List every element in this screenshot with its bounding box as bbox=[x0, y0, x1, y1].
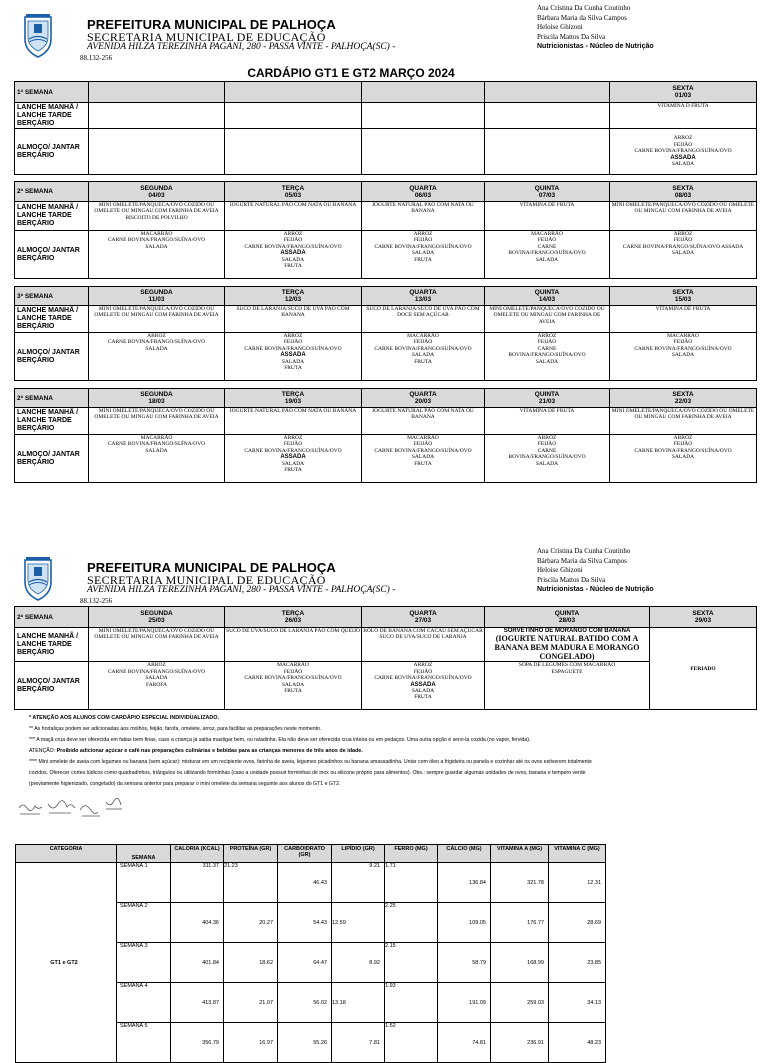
menu-cell: ARROZ FEIJÃO CARNE BOVINA/FRANGO/SUÍNA/OVO SALADA bbox=[485, 435, 610, 483]
menu-cell: ARROZ CARNE BOVINA/FRANGO/SUÍNA/OVO SALADA FAROFA bbox=[89, 662, 225, 710]
day-header: QUARTA 06/03 bbox=[362, 182, 485, 202]
col-header: PROTEÍNA (GR) bbox=[224, 845, 278, 863]
menu-cell: SUCO DE UVA/SUCO DE LARANJA PÃO COM QUEIJO bbox=[225, 628, 362, 662]
address: AVENIDA HILZA TEREZINHA PAGANI, 280 - PASSA VINTE - PALHOÇA(SC) - bbox=[87, 585, 396, 595]
value-cell: 34.13 bbox=[549, 983, 606, 1023]
value-cell: 401.84 bbox=[171, 943, 224, 983]
value-cell: 9.21 bbox=[332, 863, 385, 903]
nutritionist-name: Ana Cristina Da Cunha Coutinho bbox=[537, 4, 631, 12]
col-header: VITAMINA C (MG) bbox=[549, 845, 606, 863]
menu-cell: ARROZ CARNE BOVINA/FRANGO/SUÍNA/OVO SALADA bbox=[89, 333, 225, 381]
signatures-image bbox=[16, 798, 128, 820]
lanche-label: LANCHE MANHÃ / LANCHE TARDE BERÇÁRIO bbox=[15, 202, 89, 231]
value-cell: 13.18 bbox=[332, 983, 385, 1023]
day-header: SEXTA 01/03 bbox=[610, 82, 757, 103]
week-label: 2ª SEMANA bbox=[15, 607, 89, 628]
menu-cell: MACARRÃO FEIJÃO CARNE BOVINA/FRANGO/SUÍNA/OVO SALADA FRUTA bbox=[225, 662, 362, 710]
org-name: PREFEITURA MUNICIPAL DE PALHOÇA bbox=[87, 560, 336, 575]
day-header: TERÇA 05/03 bbox=[225, 182, 362, 202]
menu-cell: SOPA DE LEGUMES COM MACARRÃO ESPAGUETE bbox=[485, 662, 650, 710]
menu-cell: MINI OMELETE/PANQUECA/OVO COZIDO OU OMELETE OU MINGAU COM FARINHA DE AVEIA bbox=[89, 408, 225, 435]
note-line: *** A maçã crua deve ser oferecida em fatias bem finas, caso a criança já saiba mastigar bem, ou raladinha. Ela não deve ser oferecida crua inteira ou em pedaços. Uma outra opção é servi-la cozida (no vapor, fervida). bbox=[29, 737, 531, 743]
table-row bbox=[16, 863, 606, 903]
lanche-label: LANCHE MANHÃ / LANCHE TARDE BERÇÁRIO bbox=[15, 408, 89, 435]
lanche-label: LANCHE MANHÃ / LANCHE TARDE BERÇÁRIO bbox=[15, 628, 89, 662]
col-header: SEMANA bbox=[117, 845, 171, 863]
category-cell: GT1 e GT2 bbox=[16, 863, 117, 1063]
nutrition-table bbox=[15, 844, 606, 1063]
value-cell: 1.71 bbox=[385, 863, 438, 903]
value-cell: 46.43 bbox=[278, 863, 332, 903]
menu-cell: ARROZ FEIJÃO CARNE BOVINA/FRANGO/SUÍNA/OVO SALADA bbox=[610, 435, 757, 483]
value-cell: 176.77 bbox=[491, 903, 549, 943]
menu-cell: IOGURTE NATURAL PÃO COM NATA OU BANANA bbox=[225, 202, 362, 231]
value-cell: 1.52 bbox=[385, 1023, 438, 1063]
week2-table bbox=[14, 181, 757, 279]
menu-cell: IOGURTE NATURAL PÃO COM NATA OU BANANA bbox=[225, 408, 362, 435]
week-cell: SEMANA 1 bbox=[117, 863, 171, 903]
col-header: VITAMINA A (MG) bbox=[491, 845, 549, 863]
nutritionist-name: Bárbara Maria da Silva Campos bbox=[537, 556, 627, 565]
nutritionist-role: Nutricionistas - Núcleo de Nutrição bbox=[537, 586, 654, 593]
menu-cell: MINI OMELETE/PANQUECA/OVO COZIDO OU OMELETE OU MINGAU COM FARINHA DE AVEIA bbox=[89, 628, 225, 662]
menu-cell: VITAMINA DE FRUTA bbox=[485, 202, 610, 231]
value-cell: 2.15 bbox=[385, 943, 438, 983]
menu-cell: VITAMINA DE FRUTA bbox=[610, 306, 757, 333]
value-cell: 236.91 bbox=[491, 1023, 549, 1063]
nutritionist-name: Priscila Mattos Da Silva bbox=[537, 32, 606, 41]
dept-name: SECRETARIA MUNICIPAL DE EDUCAÇÃO bbox=[87, 573, 326, 587]
note-line: ATENÇÃO: Proibido adicionar açúcar e café nas preparações culinárias e bebidas para as crianças menores de três anos de idade. bbox=[29, 748, 363, 754]
col-header: FERRO (MG) bbox=[385, 845, 438, 863]
value-cell: 64.47 bbox=[278, 943, 332, 983]
value-cell: 12.59 bbox=[332, 903, 385, 943]
day-header: QUARTA 13/03 bbox=[362, 287, 485, 306]
almoco-label: ALMOÇO/ JANTAR BERÇÁRIO bbox=[15, 333, 89, 381]
menu-cell: MINI OMELETE/PANQUECA/OVO COZIDO OU OMELETE OU MINGAU COM FARINHA DE AVEIA bbox=[89, 306, 225, 333]
menu-cell: MACARRÃO CARNE BOVINA/FRANGO/SUÍNA/OVO SALADA bbox=[89, 231, 225, 279]
menu-cell: VITAMINA DE FRUTA bbox=[485, 408, 610, 435]
menu-cell: MINI OMELETE/PANQUECA/OVO COZIDO OU OMELETE OU MINGAU COM FARINHA DE AVEIA BISCOITO DE POLVILHO bbox=[89, 202, 225, 231]
col-header: CARBOIDRATO (GR) bbox=[278, 845, 332, 863]
value-cell: 8.92 bbox=[332, 943, 385, 983]
almoco-label: ALMOÇO/ JANTAR BERÇÁRIO bbox=[15, 231, 89, 279]
value-cell: 23.85 bbox=[549, 943, 606, 983]
value-cell: 168.99 bbox=[491, 943, 549, 983]
menu-cell: MACARRÃO FEIJÃO CARNE BOVINA/FRANGO/SUÍNA/OVO SALADA FRUTA bbox=[362, 435, 485, 483]
lanche-label: LANCHE MANHÃ / LANCHE TARDE BERÇÁRIO bbox=[15, 103, 89, 129]
day-header: QUINTA 07/03 bbox=[485, 182, 610, 202]
value-cell: 54.43 bbox=[278, 903, 332, 943]
day-header: SEXTA 15/03 bbox=[610, 287, 757, 306]
dept-name: SECRETARIA MUNICIPAL DE EDUCAÇÃO bbox=[87, 30, 326, 44]
value-cell: 321.78 bbox=[491, 863, 549, 903]
address: AVENIDA HILZA TEREZINHA PAGANI, 280 - PASSA VINTE - PALHOÇA(SC) - bbox=[87, 42, 396, 52]
menu-cell: MACARRÃO FEIJÃO CARNE BOVINA/FRANGO/SUÍNA/OVO SALADA bbox=[610, 333, 757, 381]
day-header: QUINTA 28/03 bbox=[485, 607, 650, 628]
day-header: TERÇA 19/03 bbox=[225, 389, 362, 408]
value-cell: 404.36 bbox=[171, 903, 224, 943]
value-cell: 136.84 bbox=[438, 863, 491, 903]
menu-title: CARDÁPIO GT1 E GT2 MARÇO 2024 bbox=[247, 66, 455, 80]
day-header: SEXTA 08/03 bbox=[610, 182, 757, 202]
menu-cell: MACARRÃO FEIJÃO CARNE BOVINA/FRANGO/SUÍNA/OVO SALADA bbox=[485, 231, 610, 279]
cep: 88.132-256 bbox=[80, 597, 113, 605]
palhoca-crest-logo bbox=[23, 556, 53, 602]
value-cell: 58.79 bbox=[438, 943, 491, 983]
palhoca-crest-logo bbox=[23, 13, 53, 59]
nutritionist-role: Nutricionistas - Núcleo de Nutrição bbox=[537, 43, 654, 50]
menu-cell: ARROZ FEIJÃO CARNE BOVINA/FRANGO/SUÍNA/OVO ASSADA SALADA bbox=[610, 129, 757, 175]
almoco-label: ALMOÇO/ JANTAR BERÇÁRIO bbox=[15, 435, 89, 483]
week-label: 2ª SEMANA bbox=[15, 389, 89, 408]
menu-cell: ARROZ FEIJÃO CARNE BOVINA/FRANGO/SUÍNA/OVO ASSADA SALADA FRUTA bbox=[362, 662, 485, 710]
menu-cell: IOGURTE NATURAL PÃO COM NATA OU BANANA bbox=[362, 202, 485, 231]
value-cell: 7.81 bbox=[332, 1023, 385, 1063]
week5-table bbox=[14, 606, 757, 710]
org-name: PREFEITURA MUNICIPAL DE PALHOÇA bbox=[87, 17, 336, 32]
day-header: QUARTA 20/03 bbox=[362, 389, 485, 408]
day-header: TERÇA 26/03 bbox=[225, 607, 362, 628]
day-header: QUARTA 27/03 bbox=[362, 607, 485, 628]
lanche-label: LANCHE MANHÃ / LANCHE TARDE BERÇÁRIO bbox=[15, 306, 89, 333]
nutritionist-name: Heloise Ghizoni bbox=[537, 566, 583, 574]
nutritionist-list bbox=[537, 547, 654, 595]
menu-cell: ARROZ FEIJÃO CARNE BOVINA/FRANGO/SUÍNA/OVO ASSADA SALADA FRUTA bbox=[225, 333, 362, 381]
menu-cell: SUCO DE LARANJA/SUCO DE UVA PÃO COM DOCE SEM AÇÚCAR bbox=[362, 306, 485, 333]
day-header: QUINTA 14/03 bbox=[485, 287, 610, 306]
week-label: 3ª SEMANA bbox=[15, 287, 89, 306]
week-label: 1ª SEMANA bbox=[15, 82, 89, 103]
note-line: **** Mini omelete de aveia com legumes ou banana (sem açúcar): misturar em um recipiente ovos, farinha de aveia, legumes picadinhos ou banana amassadinha. Untar com óleo a frigideira ou panela e cozinhar até os ovos estiverem totalmente bbox=[29, 759, 592, 765]
menu-cell: MACARRÃO FEIJÃO CARNE BOVINA/FRANGO/SUÍNA/OVO SALADA FRUTA bbox=[362, 333, 485, 381]
menu-cell: IOGURTE NATURAL PÃO COM NATA OU BANANA bbox=[362, 408, 485, 435]
day-header: SEGUNDA 25/03 bbox=[89, 607, 225, 628]
value-cell: 413.87 bbox=[171, 983, 224, 1023]
value-cell: 259.03 bbox=[491, 983, 549, 1023]
nutritionist-name: Heloise Ghizoni bbox=[537, 23, 583, 31]
week-label: 2ª SEMANA bbox=[15, 182, 89, 202]
value-cell: 191.09 bbox=[438, 983, 491, 1023]
menu-cell: SUCO DE LARANJA/SUCO DE UVA PÃO COM BANANA bbox=[225, 306, 362, 333]
menu-cell: SORVETINHO DE MORANGO COM BANANA (IOGURTE NATURAL BATIDO COM A BANANA BEM MADURA E MORANGO CONGELADO) bbox=[485, 628, 650, 662]
note-line: * ATENÇÃO AOS ALUNOS COM CARDÁPIO ESPECIAL INDIVIDUALIZADO. bbox=[29, 715, 219, 721]
menu-cell: ARROZ FEIJÃO CARNE BOVINA/FRANGO/SUÍNA/OVO ASSADA SALADA FRUTA bbox=[225, 231, 362, 279]
menu-cell: MINI OMELETE/PANQUECA/OVO COZIDO OU OMELETE OU MINGAU COM FARINHA DE AVEIA bbox=[610, 408, 757, 435]
nutritionist-name: Priscila Mattos Da Silva bbox=[537, 575, 606, 584]
notes bbox=[29, 713, 759, 790]
week3-table bbox=[14, 286, 757, 381]
day-header: SEGUNDA 04/03 bbox=[89, 182, 225, 202]
menu-cell: MACARRÃO CARNE BOVINA/FRANGO/SUÍNA/OVO SALADA bbox=[89, 435, 225, 483]
col-header: LIPÍDIO (GR) bbox=[332, 845, 385, 863]
value-cell: 56.02 bbox=[278, 983, 332, 1023]
week-cell: SEMANA 4 bbox=[117, 983, 171, 1023]
day-header: SEXTA 22/03 bbox=[610, 389, 757, 408]
menu-cell: BOLO DE BANANA COM CACAU SEM AÇÚCAR SUCO DE UVA/SUCO DE LARANJA bbox=[362, 628, 485, 662]
value-cell: 12.31 bbox=[549, 863, 606, 903]
note-line: (previamente higienizado, congelado) da semana anterior para preparar o mini omelete da semana seguinte aos alunos do GT1 e GT2. bbox=[29, 781, 341, 787]
value-cell: 311.37 bbox=[171, 863, 224, 903]
menu-cell: ARROZ FEIJÃO CARNE BOVINA/FRANGO/SUÍNA/OVO ASSADA SALADA bbox=[610, 231, 757, 279]
col-header: CÁLCIO (MG) bbox=[438, 845, 491, 863]
menu-cell: ARROZ FEIJÃO CARNE BOVINA/FRANGO/SUÍNA/OVO SALADA FRUTA bbox=[362, 231, 485, 279]
menu-cell: ARROZ FEIJÃO CARNE BOVINA/FRANGO/SUÍNA/OVO SALADA bbox=[485, 333, 610, 381]
value-cell: 21.07 bbox=[224, 983, 278, 1023]
week1-table bbox=[14, 81, 757, 175]
menu-cell: VITAMINA D FRUTA bbox=[610, 103, 757, 129]
week-cell: SEMANA 5 bbox=[117, 1023, 171, 1063]
menu-cell: MINI OMELETE/PANQUECA/OVO COZIDO OU OMELETE OU MINGAU COM FARINHA DE AVEIA bbox=[610, 202, 757, 231]
day-header: SEGUNDA 18/03 bbox=[89, 389, 225, 408]
value-cell: 28.69 bbox=[549, 903, 606, 943]
cep: 88.132-256 bbox=[80, 54, 113, 62]
value-cell: 16.97 bbox=[224, 1023, 278, 1063]
day-header: SEGUNDA 11/03 bbox=[89, 287, 225, 306]
value-cell: 109.05 bbox=[438, 903, 491, 943]
menu-cell: MINI OMELETE/PANQUECA/OVO COZIDO OU OMELETE OU MINGAU COM FARINHA DE AVEIA bbox=[485, 306, 610, 333]
day-header: TERÇA 12/03 bbox=[225, 287, 362, 306]
nutritionist-list bbox=[537, 4, 654, 52]
value-cell: 55.26 bbox=[278, 1023, 332, 1063]
note-line: cozidos. Oferecer cortes lúdicos como quadradinhos, triângulos ou utilizando forminhas (caso a unidade possuir forminhas de inox ou silicone próprio para alimentos). Obs.: sempre guardar algumas unidades de ovos, banana e tempero verde bbox=[29, 770, 586, 776]
value-cell: 74.81 bbox=[438, 1023, 491, 1063]
almoco-label: ALMOÇO/ JANTAR BERÇÁRIO bbox=[15, 129, 89, 175]
menu-cell: ARROZ FEIJÃO CARNE BOVINA/FRANGO/SUÍNA/OVO ASSADA SALADA FRUTA bbox=[225, 435, 362, 483]
col-header: CATEGORIA bbox=[16, 845, 117, 863]
nutritionist-name: Bárbara Maria da Silva Campos bbox=[537, 13, 627, 22]
value-cell: 18.62 bbox=[224, 943, 278, 983]
value-cell: 48.23 bbox=[549, 1023, 606, 1063]
nutritionist-name: Ana Cristina Da Cunha Coutinho bbox=[537, 547, 631, 555]
value-cell: 1.93 bbox=[385, 983, 438, 1023]
week-cell: SEMANA 2 bbox=[117, 903, 171, 943]
week4-table bbox=[14, 388, 757, 483]
day-header: QUINTA 21/03 bbox=[485, 389, 610, 408]
value-cell: 20.27 bbox=[224, 903, 278, 943]
week-cell: SEMANA 3 bbox=[117, 943, 171, 983]
col-header: CALORIA (KCAL) bbox=[171, 845, 224, 863]
feriado-cell: FERIADO bbox=[650, 628, 757, 710]
value-cell: 21.23 bbox=[224, 863, 278, 903]
note-line: ** As hortaliças podem ser adicionadas aos molhos, feijão, farofa, omelete, arroz, para facilitar as preparações neste momento. bbox=[29, 726, 322, 732]
value-cell: 2.25 bbox=[385, 903, 438, 943]
almoco-label: ALMOÇO/ JANTAR BERÇÁRIO bbox=[15, 662, 89, 710]
value-cell: 356.79 bbox=[171, 1023, 224, 1063]
day-header: SEXTA 29/03 bbox=[650, 607, 757, 628]
